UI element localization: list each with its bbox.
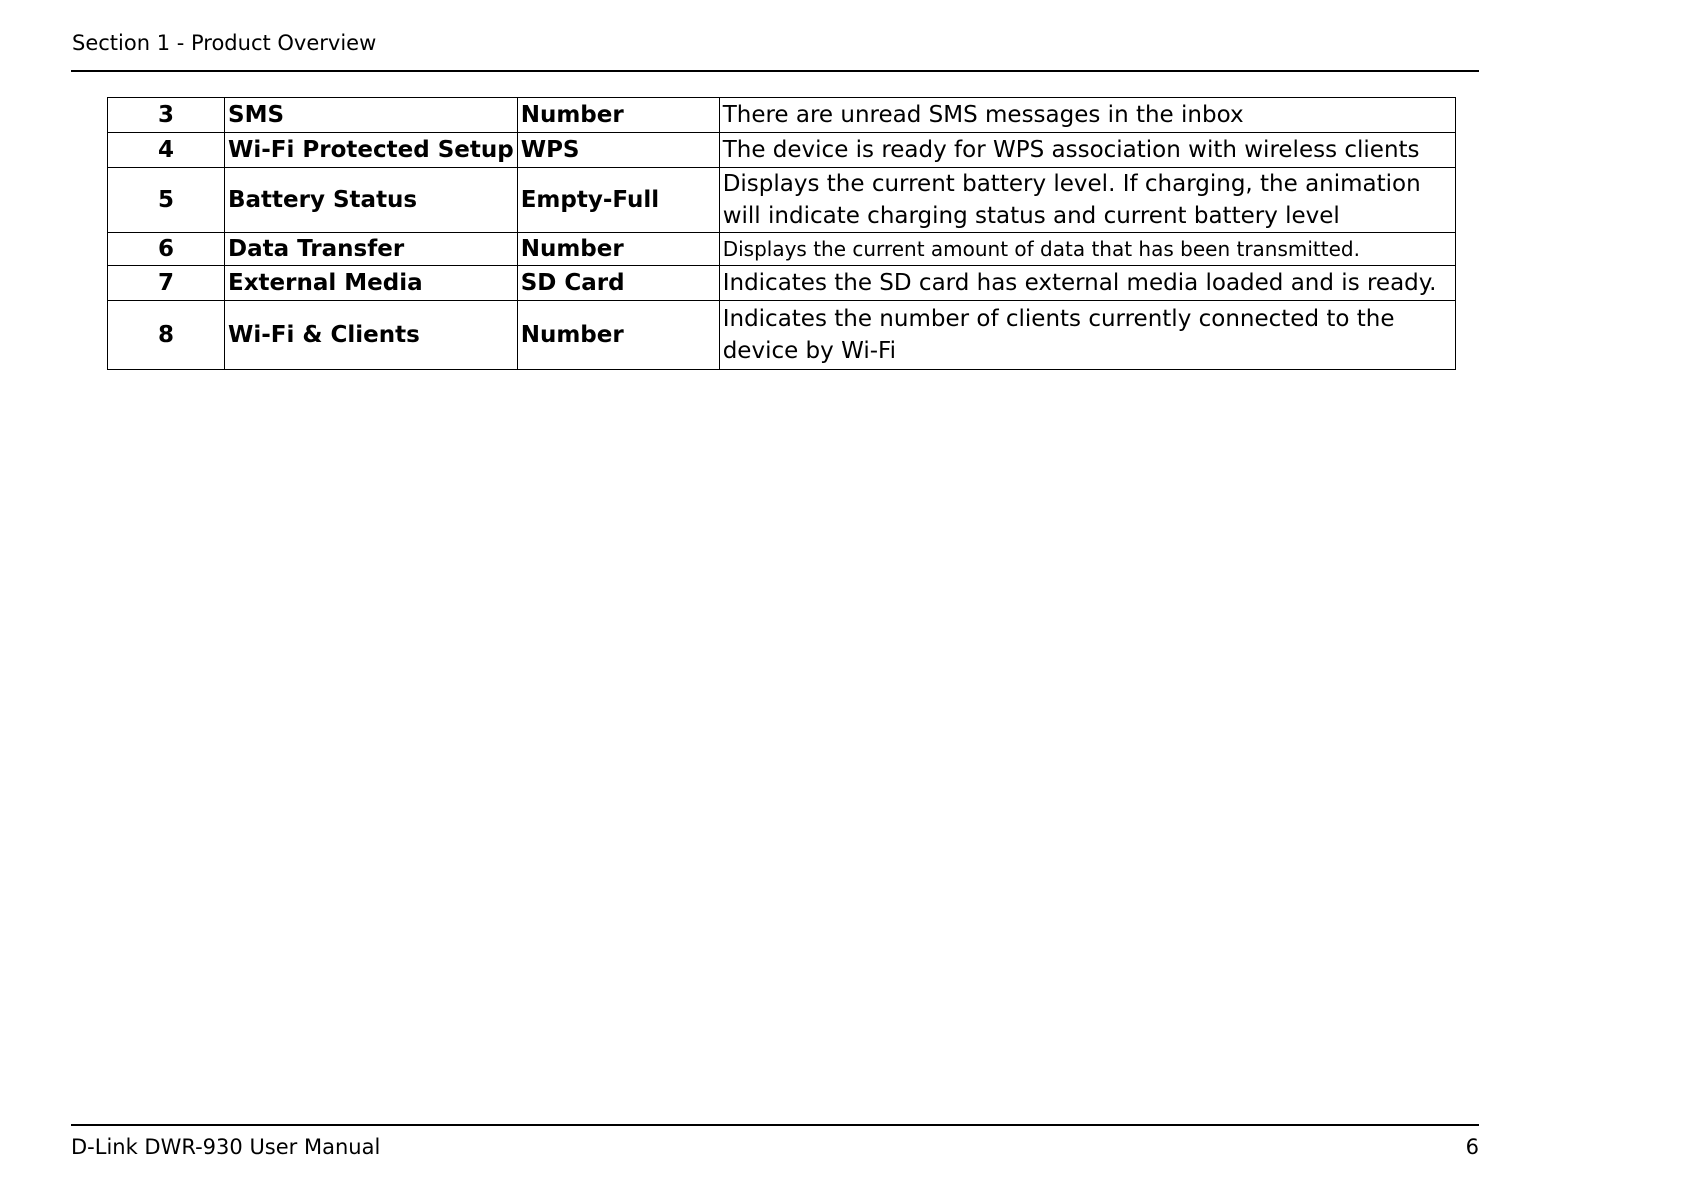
section-title: Section 1 - Product Overview — [72, 31, 377, 55]
manual-title: D-Link DWR-930 User Manual — [71, 1135, 381, 1159]
row-indicator: Number — [517, 233, 719, 266]
row-description: There are unread SMS messages in the inbox — [719, 98, 1455, 133]
table-row — [108, 133, 1456, 168]
row-number: 4 — [108, 133, 225, 168]
row-number: 7 — [108, 266, 225, 301]
table-row — [108, 233, 1456, 266]
row-number: 8 — [108, 301, 225, 370]
row-number: 3 — [108, 98, 225, 133]
table-row — [108, 98, 1456, 133]
row-number: 6 — [108, 233, 225, 266]
row-name: External Media — [225, 266, 518, 301]
row-indicator: Empty-Full — [517, 168, 719, 233]
row-name: Battery Status — [225, 168, 518, 233]
row-description: Displays the current amount of data that has been transmitted. — [719, 233, 1455, 266]
row-name: Data Transfer — [225, 233, 518, 266]
row-indicator: Number — [517, 301, 719, 370]
table-row — [108, 301, 1456, 370]
row-name: SMS — [225, 98, 518, 133]
led-status-table — [107, 97, 1456, 370]
row-name: Wi-Fi & Clients — [225, 301, 518, 370]
table-row — [108, 266, 1456, 301]
header-divider — [71, 70, 1479, 72]
page-number: 6 — [1465, 1135, 1479, 1159]
row-description: Indicates the SD card has external media loaded and is ready. — [719, 266, 1455, 301]
row-description: Indicates the number of clients currently connected to the device by Wi-Fi — [719, 301, 1455, 370]
row-description: The device is ready for WPS association with wireless clients — [719, 133, 1455, 168]
row-indicator: SD Card — [517, 266, 719, 301]
row-indicator: WPS — [517, 133, 719, 168]
row-indicator: Number — [517, 98, 719, 133]
table-row — [108, 168, 1456, 233]
row-name: Wi-Fi Protected Setup — [225, 133, 518, 168]
footer-divider — [71, 1124, 1479, 1126]
row-number: 5 — [108, 168, 225, 233]
row-description: Displays the current battery level. If charging, the animation will indicate charging status and current battery level — [719, 168, 1455, 233]
